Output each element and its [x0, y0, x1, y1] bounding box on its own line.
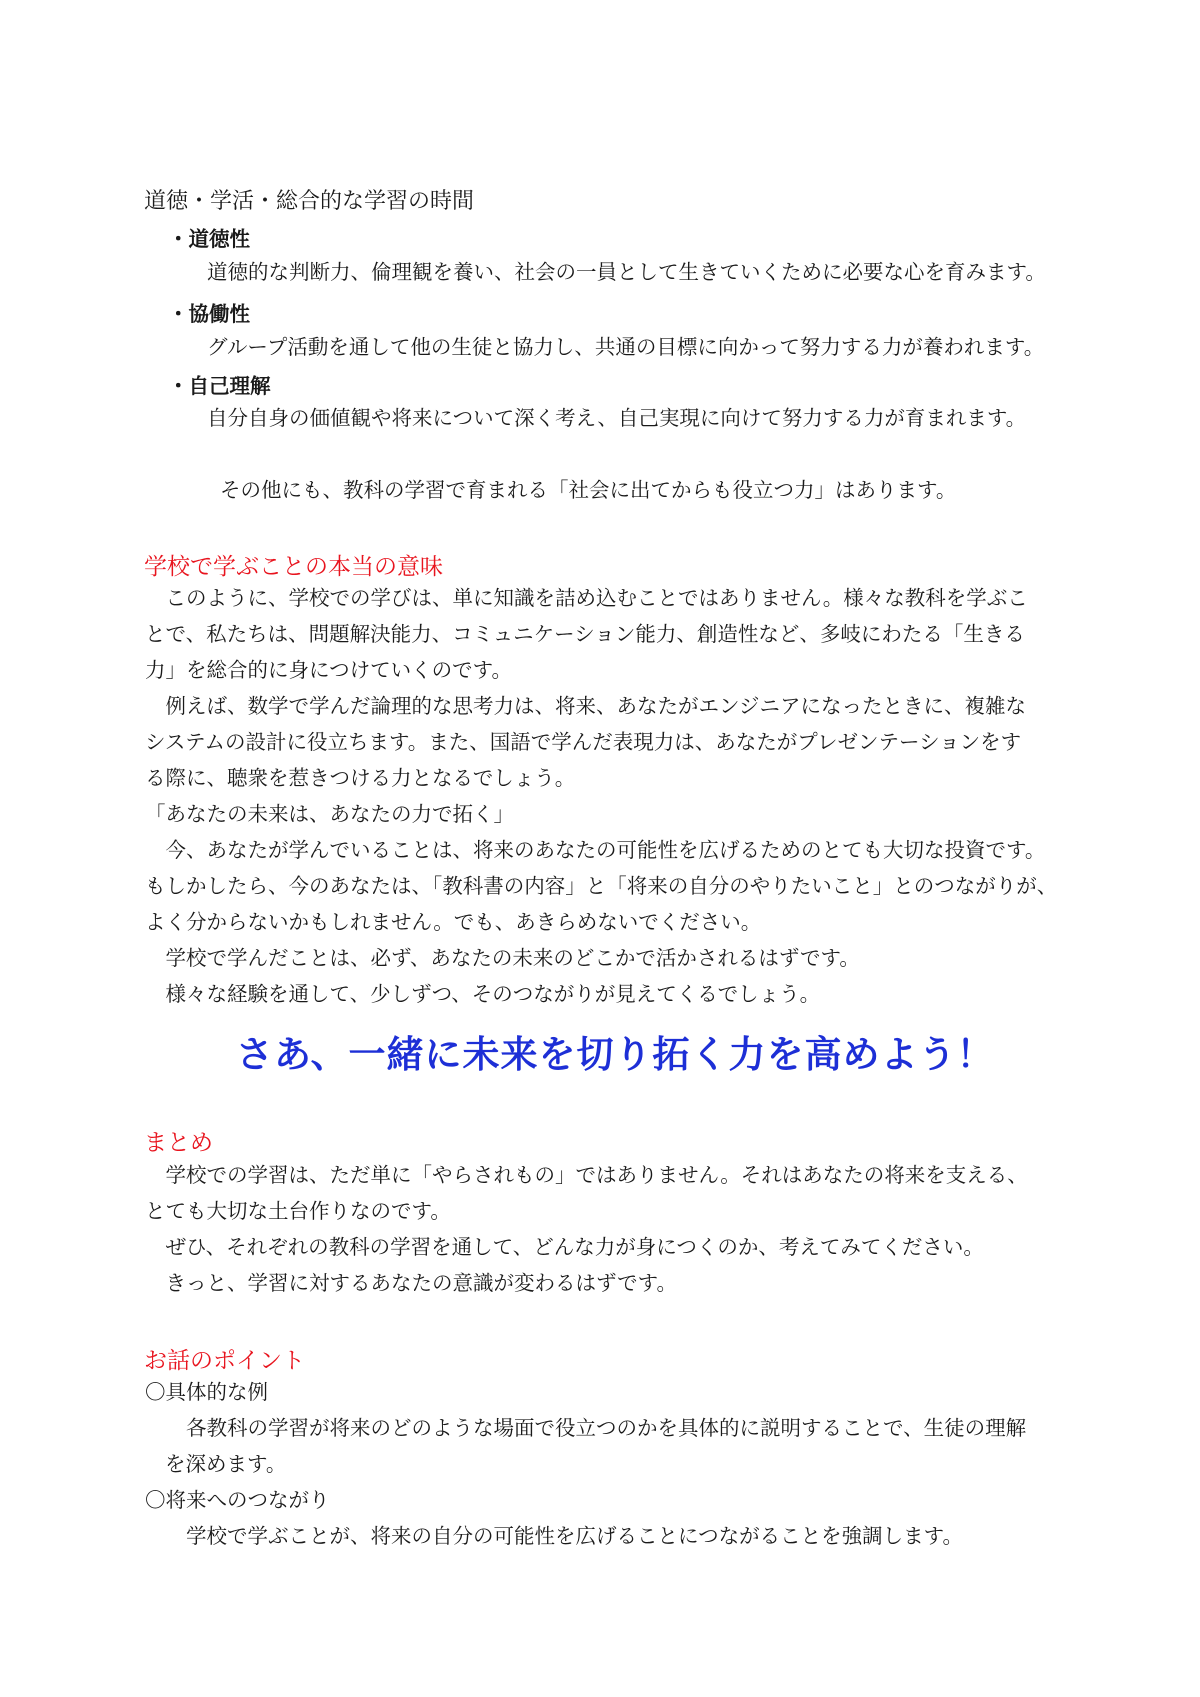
body-line: 力」を総合的に身につけていくのです。	[145, 658, 512, 682]
body-line: とても大切な土台作りなのです。	[145, 1199, 451, 1223]
section1-note: その他にも、教科の学習で育まれる「社会に出てからも役立つ力」はあります。	[220, 478, 957, 502]
point-text-example-line1: 各教科の学習が将来のどのような場面で役立つのかを具体的に説明することで、生徒の理解	[186, 1416, 1027, 1440]
body-line: ぜひ、それぞれの教科の学習を通して、どんな力が身につくのか、考えてみてください。	[145, 1235, 984, 1259]
slogan: さあ、一緒に未来を切り拓く力を高めよう！	[236, 1033, 995, 1076]
section-title-moral: 道徳・学活・総合的な学習の時間	[144, 189, 475, 214]
body-line: システムの設計に役立ちます。また、国語で学んだ表現力は、あなたがプレゼンテーションをす	[145, 730, 1022, 754]
section2-body	[145, 580, 1065, 1012]
item-label-self-understanding: ・自己理解	[168, 374, 271, 398]
quote-line: 「あなたの未来は、あなたの力で拓く」	[145, 802, 514, 826]
section-title-meaning: 学校で学ぶことの本当の意味	[144, 554, 443, 580]
item-label-cooperation: ・協働性	[168, 302, 250, 326]
item-text-cooperation: グループ活動を通して他の生徒と協力し、共通の目標に向かって努力する力が養われます。	[207, 335, 1045, 359]
item-label-morality: ・道徳性	[168, 227, 250, 251]
point-label-future: 〇将来へのつながり	[145, 1488, 330, 1512]
point-text-example-line2: を深めます。	[165, 1452, 287, 1476]
body-line: もしかしたら、今のあなたは、「教科書の内容」と「将来の自分のやりたいこと」とのつながりが、	[145, 874, 1058, 898]
section-title-points: お話のポイント	[144, 1348, 305, 1374]
body-line: る際に、聴衆を惹きつける力となるでしょう。	[145, 766, 576, 790]
item-text-self-understanding: 自分自身の価値観や将来について深く考え、自己実現に向けて努力する力が育まれます。	[207, 406, 1027, 430]
body-line: 例えば、数学で学んだ論理的な思考力は、将来、あなたがエンジニアになったときに、複雑な	[145, 694, 1026, 718]
body-line: よく分からないかもしれません。でも、あきらめないでください。	[145, 910, 762, 934]
body-line: とで、私たちは、問題解決能力、コミュニケーション能力、創造性など、多岐にわたる「生きる	[145, 622, 1025, 646]
section3-body	[145, 1157, 1065, 1301]
item-text-morality: 道徳的な判断力、倫理観を養い、社会の一員として生きていくために必要な心を育みます。	[207, 260, 1046, 284]
body-line: きっと、学習に対するあなたの意識が変わるはずです。	[145, 1271, 677, 1295]
body-line: 学校での学習は、ただ単に「やらされもの」ではありません。それはあなたの将来を支える、	[145, 1163, 1028, 1187]
point-label-example: 〇具体的な例	[145, 1380, 268, 1404]
body-line: 様々な経験を通して、少しずつ、そのつながりが見えてくるでしょう。	[145, 982, 821, 1006]
body-line: このように、学校での学びは、単に知識を詰め込むことではありません。様々な教科を学ぶこ	[145, 586, 1028, 610]
section-title-summary: まとめ	[144, 1130, 213, 1156]
body-line: 今、あなたが学んでいることは、将来のあなたの可能性を広げるためのとても大切な投資です。	[145, 838, 1046, 862]
point-text-future: 学校で学ぶことが、将来の自分の可能性を広げることにつながることを強調します。	[186, 1524, 963, 1548]
body-line: 学校で学んだことは、必ず、あなたの未来のどこかで活かされるはずです。	[145, 946, 860, 970]
